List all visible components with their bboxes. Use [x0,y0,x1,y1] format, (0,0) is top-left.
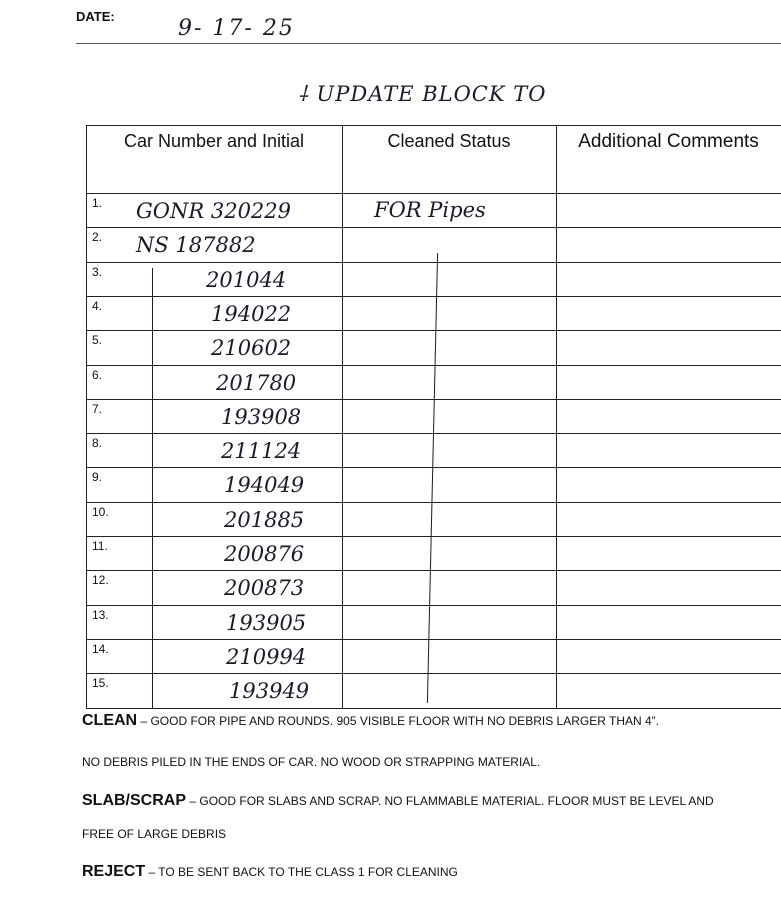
row-number: 5. [92,333,103,348]
row-divider [86,296,781,297]
legend-reject [82,863,458,881]
legend-clean-term: CLEAN [82,712,138,729]
row-divider [86,673,781,674]
row-divider [86,536,781,537]
car-number-entry: 194022 [211,301,292,326]
car-number-entry: 194049 [224,473,305,498]
table-border-left [86,125,87,708]
car-cleaning-table [86,125,781,708]
car-number-entry: 200876 [224,542,305,566]
row-number: 6. [92,367,103,382]
car-number-entry: 201885 [224,507,305,532]
header-divider [86,193,781,194]
row-divider [86,570,781,571]
legend-clean-continued: NO DEBRIS PILED IN THE ENDS OF CAR. NO WOOD OR STRAPPING MATERIAL. [82,755,541,769]
header-cleaned-status: Cleaned Status [387,131,511,151]
handwritten-header-note: ⸸ UPDATE BLOCK TO [298,82,547,106]
row-number: 8. [92,436,103,451]
legend-reject-text: – TO BE SENT BACK TO THE CLASS 1 FOR CLEANING [145,865,458,879]
car-number-entry: 193949 [229,679,310,704]
header-additional-comments: Additional Comments [578,131,759,152]
legend-clean [82,712,659,730]
legend-slab-term: SLAB/SCRAP [82,792,187,809]
ditto-line [152,268,153,708]
column-divider [342,125,343,708]
car-number-entry: 200873 [224,576,305,601]
date-underline [76,43,781,44]
row-number: 15. [92,676,109,691]
row-number: 11. [92,539,108,553]
row-divider [86,227,781,228]
row-divider [86,365,781,366]
car-number-entry: 201044 [206,267,287,292]
row-divider [86,262,781,263]
row-number: 9. [92,470,103,485]
car-number-entry: GONR 320229 [136,199,292,223]
car-number-entry: NS 187882 [136,233,256,258]
row-divider [86,605,781,606]
car-number-entry: 201780 [216,370,297,395]
cleaned-status-entry: FOR Pipes [374,198,486,222]
row-number: 4. [92,298,103,313]
row-number: 2. [92,230,103,245]
row-divider [86,330,781,331]
car-number-entry: 210994 [226,644,307,669]
car-number-entry: 193905 [226,610,307,635]
ditto-line [427,253,438,703]
row-number: 13. [92,607,109,622]
car-number-entry: 193908 [221,404,302,429]
row-divider [86,467,781,468]
legend-reject-term: REJECT [82,863,146,880]
row-divider [86,708,781,709]
car-number-entry: 210602 [211,336,292,361]
legend-slab-text: – GOOD FOR SLABS AND SCRAP. NO FLAMMABLE MATERIAL. FLOOR MUST BE LEVEL AND [186,794,714,808]
date-value: 9- 17- 25 [178,16,295,41]
row-divider [86,639,781,640]
legend-clean-text: – GOOD FOR PIPE AND ROUNDS. 905 VISIBLE FLOOR WITH NO DEBRIS LARGER THAN 4”. [137,714,659,728]
column-divider [556,125,557,708]
row-number: 14. [92,641,109,656]
row-number: 12. [92,573,109,588]
legend-slab-continued: FREE OF LARGE DEBRIS [82,827,227,841]
row-number: 1. [92,196,103,210]
row-divider [86,502,781,503]
date-label: DATE: [76,9,115,24]
row-number: 7. [92,401,103,416]
legend-slab-scrap [82,792,714,810]
row-number: 10. [92,504,109,519]
car-number-entry: 211124 [221,439,302,464]
header-car-number: Car Number and Initial [123,131,305,151]
row-number: 3. [92,264,103,279]
table-border-top [86,125,781,126]
